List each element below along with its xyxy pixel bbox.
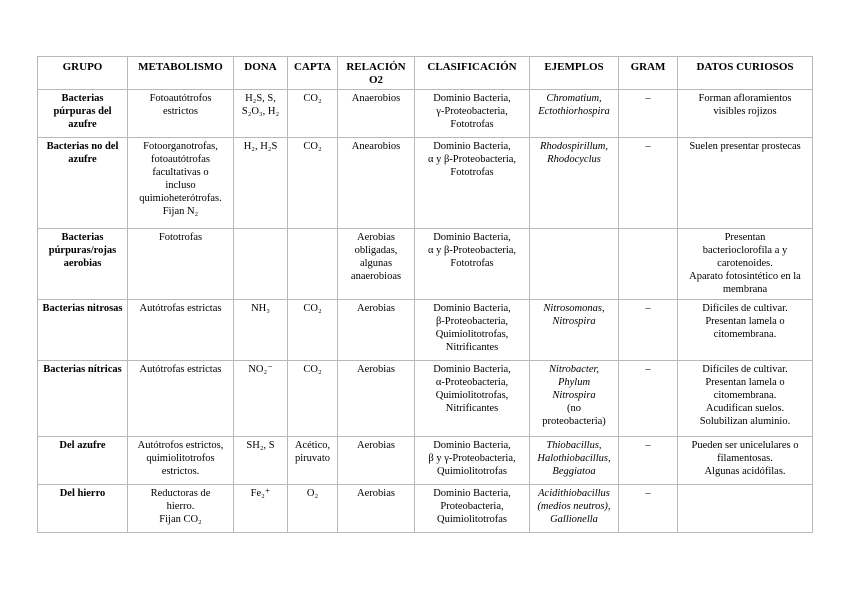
cell-relacion-o2 [338,90,415,138]
cell-line: Acudifican suelos. [705,403,785,414]
cell-line: quimioheterótrofas. [139,193,222,204]
cell-line: Dominio Bacteria, [433,440,511,451]
cell-line: Suelen presentar prostecas [689,141,801,152]
cell-line: Solubilizan aluminio. [699,416,791,427]
cell-line: Autótrofas estrictas [139,303,222,314]
header-metabolismo: METABOLISMO [128,57,234,90]
cell-ejemplos [530,485,619,533]
cell-line: Gallionella [550,514,598,525]
cell-capta [288,229,338,300]
header-capta: CAPTA [288,57,338,90]
cell-ejemplos [530,300,619,361]
cell-gram: – [619,361,678,437]
cell-line: β y γ-Proteobacteria, [428,453,516,464]
cell-line: Nitrificantes [445,342,499,353]
cell-capta: CO₂ [288,138,338,229]
cell-line: Dominio Bacteria, [433,141,511,152]
cell-gram: – [619,437,678,485]
table-row [38,485,813,533]
cell-line: filamentosas. [717,453,773,464]
cell-ejemplos [530,90,619,138]
cell-grupo: Bacterias púrpuras del azufre [38,90,128,138]
cell-line: α-Proteobacteria, [435,377,509,388]
header-ejemplos: EJEMPLOS [530,57,619,90]
cell-datos-curiosos [678,437,813,485]
cell-line: Reductoras de [150,488,211,499]
cell-line: (medios neutros), [537,501,611,512]
cell-capta: CO₂ [288,361,338,437]
cell-line: Dominio Bacteria, [433,488,511,499]
cell-line: Aerobias [357,303,395,314]
header-clasificacion: CLASIFICACIÓN [415,57,530,90]
cell-capta: CO₂ [288,90,338,138]
table-row [38,229,813,300]
header-gram: GRAM [619,57,678,90]
cell-line: Quimiolitotrofas, [435,390,509,401]
cell-capta: Acético, piruvato [288,437,338,485]
cell-line: Anaerobios [351,93,401,104]
cell-grupo: Del hierro [38,485,128,533]
cell-clasificacion [415,90,530,138]
cell-line: Dominio Bacteria, [433,364,511,375]
cell-line: Forman afloramientos [698,93,792,104]
cell-clasificacion [415,485,530,533]
cell-line: obligadas, [354,245,398,256]
cell-metabolismo [128,485,234,533]
cell-line: β-Proteobacteria, [435,316,509,327]
cell-line: Fijan N₂ [162,206,199,217]
cell-grupo: Bacterias nítricas [38,361,128,437]
cell-gram: – [619,485,678,533]
header-grupo: GRUPO [38,57,128,90]
cell-line: visibles rojizos [713,106,777,117]
cell-dona: H₂S, S, S₂O₃, H₂ [234,90,288,138]
cell-line: (no [567,403,581,414]
cell-line: hierro. [166,501,195,512]
cell-grupo: Del azufre [38,437,128,485]
cell-line: Rhodospirillum, [540,141,608,152]
cell-dona: NO₂⁻ [234,361,288,437]
cell-clasificacion [415,229,530,300]
header-dona: DONA [234,57,288,90]
cell-metabolismo [128,90,234,138]
cell-line: Dominio Bacteria, [433,303,511,314]
cell-line: Fototrofas [450,167,494,178]
cell-dona: Fe₂⁺ [234,485,288,533]
cell-datos-curiosos [678,300,813,361]
cell-line: Difíciles de cultivar. [702,364,788,375]
cell-line: Proteobacteria, [440,501,504,512]
cell-grupo: Bacterias no del azufre [38,138,128,229]
cell-line: Presentan lamela o [705,316,785,327]
cell-clasificacion [415,437,530,485]
cell-gram: – [619,138,678,229]
cell-line: Autótrofas estrictas [139,364,222,375]
cell-gram: – [619,90,678,138]
cell-clasificacion [415,138,530,229]
cell-line: Thiobacillus, [546,440,602,451]
cell-line: Aerobias [357,440,395,451]
table-row [38,361,813,437]
cell-grupo: Bacterias púrpuras/rojas aerobias [38,229,128,300]
cell-capta: O₂ [288,485,338,533]
cell-line: Anearobios [351,141,401,152]
cell-gram: – [619,300,678,361]
cell-line: Nitrospira [552,390,596,401]
cell-line: Difíciles de cultivar. [702,303,788,314]
cell-relacion-o2 [338,361,415,437]
cell-line: membrana [722,284,768,295]
cell-line: Fototrofas [158,232,203,243]
cell-line: Acidithiobacillus [538,488,610,499]
cell-line: Dominio Bacteria, [433,232,511,243]
cell-relacion-o2 [338,138,415,229]
cell-line: fotoautótrofas [151,154,210,165]
cell-datos-curiosos [678,485,813,533]
cell-line: Fotoautótrofos [149,93,212,104]
cell-ejemplos [530,437,619,485]
cell-line: Aerobias [357,232,395,243]
cell-line: Fotoorganotrofas, [143,141,218,152]
table-row [38,138,813,229]
cell-line: quimiolitotrofos [146,453,215,464]
cell-line: Nitrospira [552,316,596,327]
cell-line: γ-Proteobacteria, [436,106,508,117]
cell-line: anaerobioas [350,271,402,282]
bacteria-classification-table [37,56,813,533]
cell-line: proteobacteria) [542,416,606,427]
cell-line: Ectothiorhospira [538,106,610,117]
cell-ejemplos [530,229,619,300]
cell-line: α y β-Proteobacteria, [427,154,517,165]
cell-metabolismo [128,229,234,300]
cell-line: estrictos [163,106,198,117]
cell-line: Fototrofas [450,258,494,269]
document-page [37,56,813,533]
cell-metabolismo [128,138,234,229]
cell-dona: NH₃ [234,300,288,361]
table-row [38,437,813,485]
cell-datos-curiosos [678,229,813,300]
cell-line: Nitrosomonas, [543,303,605,314]
cell-line: estrictos. [161,466,200,477]
cell-line: Aparato fotosintético en la [689,271,801,282]
cell-relacion-o2 [338,229,415,300]
cell-line: α y β-Proteobacteria, [427,245,517,256]
cell-line: Fototrofas [450,119,494,130]
cell-datos-curiosos [678,138,813,229]
cell-line: Presentan [724,232,766,243]
cell-line: Nitrobacter, [548,364,600,375]
cell-metabolismo [128,361,234,437]
cell-datos-curiosos [678,361,813,437]
cell-clasificacion [415,300,530,361]
cell-relacion-o2 [338,437,415,485]
cell-line: citomembrana. [713,390,777,401]
cell-line: algunas [359,258,393,269]
cell-line: Beggiatoa [552,466,596,477]
cell-line: Fijan CO₂ [159,514,202,525]
cell-line: Quimiolitotrofas [437,466,507,477]
table-row [38,90,813,138]
cell-line: Halothiobacillus, [537,453,611,464]
cell-metabolismo [128,300,234,361]
cell-line: Presentan lamela o [705,377,785,388]
cell-line: incluso [165,180,196,191]
cell-relacion-o2 [338,485,415,533]
cell-line: Quimiolitotrofas, [435,329,509,340]
header-datos-curiosos: DATOS CURIOSOS [678,57,813,90]
header-row [38,57,813,90]
cell-line: carotenoides. [717,258,773,269]
cell-ejemplos [530,361,619,437]
cell-line: Nitrificantes [445,403,499,414]
cell-clasificacion [415,361,530,437]
cell-dona: SH₂, S [234,437,288,485]
cell-line: Rhodocyclus [547,154,601,165]
cell-line: facultativas o [152,167,209,178]
cell-line: Quimiolitotrofas [437,514,507,525]
cell-line: Pueden ser unicelulares o [691,440,799,451]
cell-dona [234,229,288,300]
cell-datos-curiosos [678,90,813,138]
table-row [38,300,813,361]
cell-line: bacterioclorofila a y [702,245,788,256]
cell-line: Aerobias [357,488,395,499]
cell-line: Aerobias [357,364,395,375]
header-relacion-o2: RELACIÓN O2 [338,57,415,90]
cell-dona: H₂, H₂S [234,138,288,229]
cell-line: Chromatium, [546,93,602,104]
cell-line: Autótrofos estrictos, [137,440,224,451]
cell-relacion-o2 [338,300,415,361]
cell-metabolismo [128,437,234,485]
cell-gram [619,229,678,300]
cell-line: Dominio Bacteria, [433,93,511,104]
cell-line: Algunas acidófilas. [704,466,786,477]
cell-line: citomembrana. [713,329,777,340]
cell-grupo: Bacterias nitrosas [38,300,128,361]
cell-ejemplos [530,138,619,229]
cell-capta: CO₂ [288,300,338,361]
cell-line: Phylum [557,377,591,388]
